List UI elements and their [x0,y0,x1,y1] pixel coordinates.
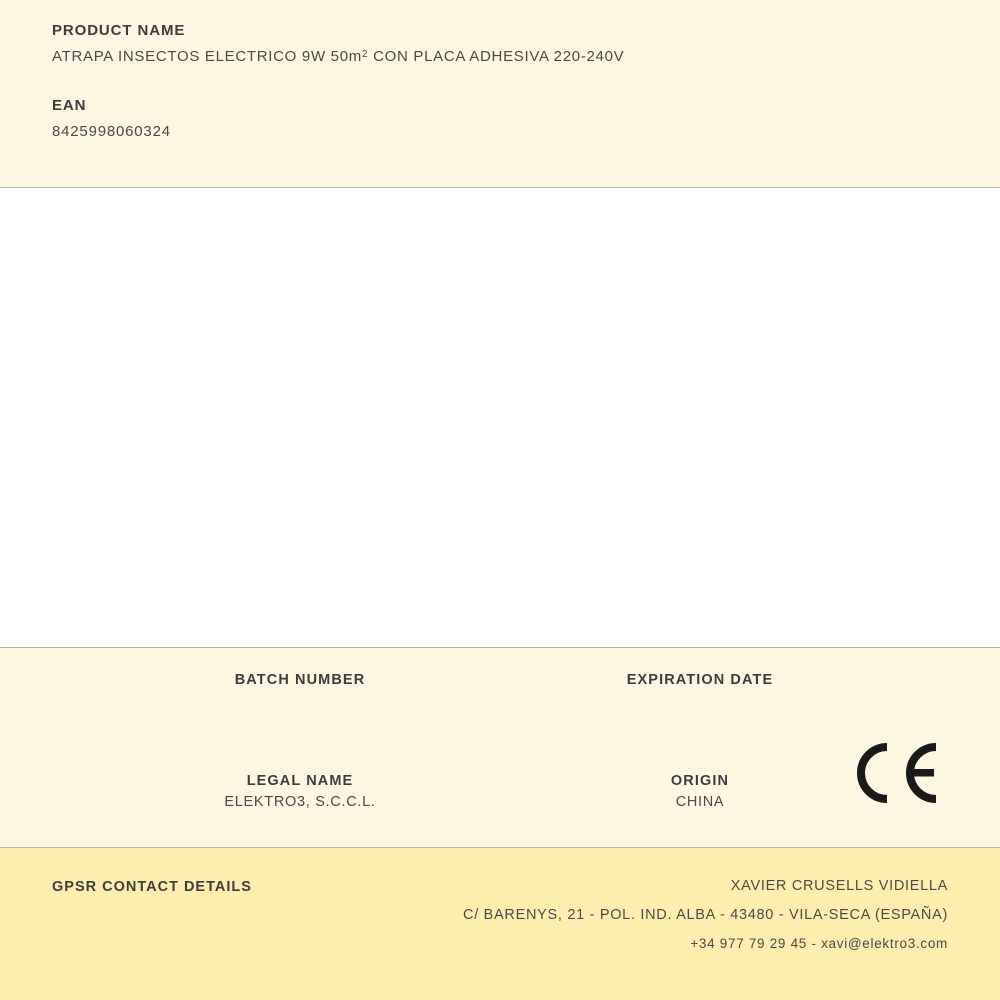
expiration-date-value [500,693,900,711]
batch-number-value [100,693,500,711]
expiration-date-field [500,672,900,711]
origin-field [500,773,900,812]
product-name-text: ATRAPA INSECTOS ELECTRICO 9W 50m [52,48,362,65]
product-image-area [0,188,1000,648]
product-name-value [52,48,948,65]
ean-label: EAN [52,97,87,114]
ce-mark-icon [850,740,940,806]
origin-value: CHINA [675,794,725,810]
product-name-label: PRODUCT NAME [52,22,186,39]
gpsr-contact-address: C/ BARENYS, 21 - POL. IND. ALBA - 43480 - VILA-SECA (ESPAÑA) [463,907,948,923]
expiration-date-label: EXPIRATION DATE [626,672,774,688]
product-info-section [0,0,1000,188]
product-name-superscript: 2 [361,49,369,60]
gpsr-footer [0,848,1000,1000]
spacer [52,65,948,97]
gpsr-contact-phone-email: +34 977 79 29 45 - xavi@elektro3.com [690,936,948,951]
batch-number-label: BATCH NUMBER [234,672,366,688]
product-name-text-cont: CON PLACA ADHESIVA 220-240V [368,48,625,65]
batch-expiry-row [0,672,1000,711]
batch-origin-section [0,648,1000,848]
legal-name-label: LEGAL NAME [246,773,354,789]
gpsr-contact-name: XAVIER CRUSELLS VIDIELLA [730,878,948,894]
gpsr-contact-label: GPSR CONTACT DETAILS [52,879,252,895]
gpsr-contact-details [463,878,948,951]
legal-name-value: ELEKTRO3, S.C.C.L. [224,794,376,810]
legal-name-field [100,773,500,812]
batch-number-field [100,672,500,711]
ean-value: 8425998060324 [52,123,171,140]
origin-label: ORIGIN [670,773,730,789]
